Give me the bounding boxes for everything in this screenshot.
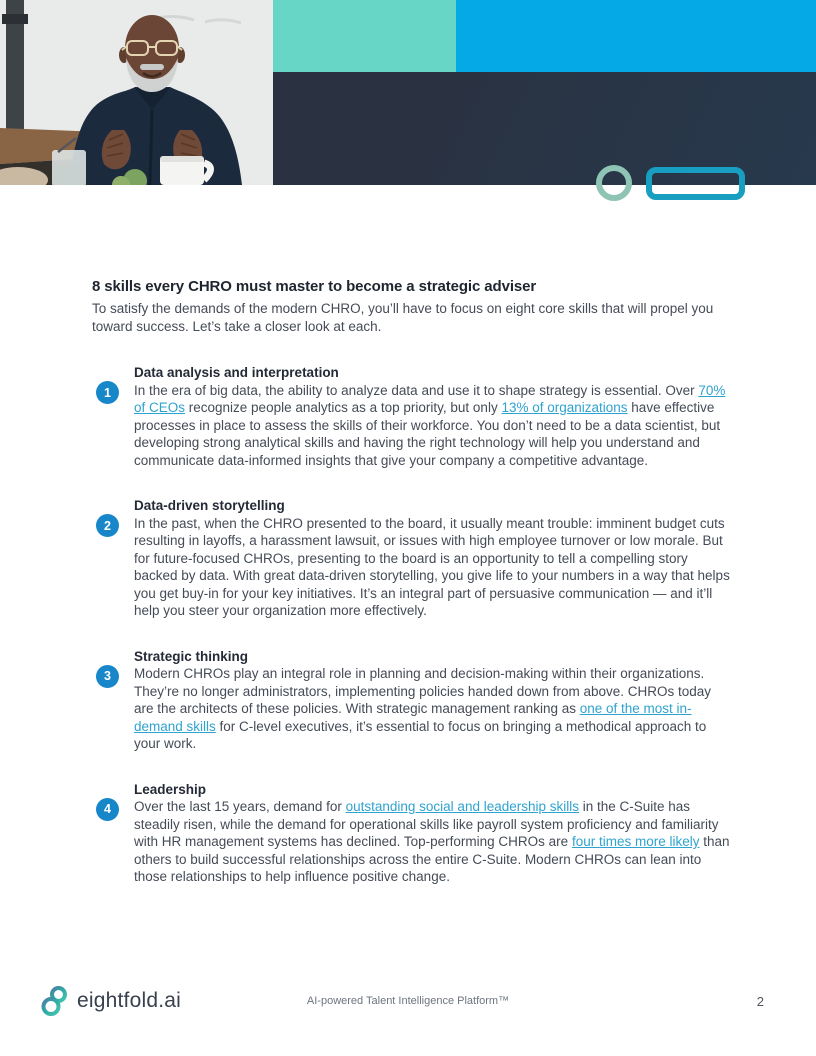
section-number-badge: 4: [96, 798, 119, 821]
body-text: In the era of big data, the ability to analyze data and use it to shape strategy is essential. Over: [134, 382, 699, 398]
body-text: for C-level executives, it’s essential to focus on bringing a methodical approach to your work.: [134, 718, 707, 751]
section-body: [134, 382, 734, 470]
inline-link[interactable]: four times more likely: [571, 834, 700, 849]
body-text: Modern CHROs play an integral role in planning and decision-making within their organizations. They’re no longer administrators, implementing policies handed down from above. CHROs today are the architects of these policies. With strategic management ranking as: [134, 666, 712, 716]
skill-section-4: [92, 781, 734, 886]
rounded-rect-decoration: [646, 167, 745, 200]
content-area: [92, 277, 734, 914]
footer-tagline: AI-powered Talent Intelligence Platform™: [306, 995, 510, 1007]
inline-link[interactable]: 13% of organizations: [501, 400, 628, 415]
page-number: 2: [756, 993, 764, 1009]
skill-section-2: [92, 497, 734, 620]
section-number-badge: 1: [96, 381, 119, 404]
section-body: [134, 515, 734, 620]
section-title: Leadership: [134, 781, 207, 797]
section-number-badge: 2: [96, 514, 119, 537]
teal-color-block: [273, 0, 456, 72]
header-banner: [0, 0, 816, 185]
body-text: than others to build successful relationships across the entire C-Suite. Modern CHROs can lean into those relationships to help influence positive change.: [134, 834, 730, 884]
body-text: in the C-Suite has steadily risen, while the demand for operational skills like payroll system proficiency and familiarity with HR management systems has declined. Top-performing CHROs are: [134, 799, 719, 849]
section-number-badge: 3: [96, 665, 119, 688]
inline-link[interactable]: outstanding social and leadership skills: [345, 799, 579, 814]
logo-wordmark: eightfold.ai: [77, 989, 181, 1012]
eightfold-infinity-icon: [40, 984, 70, 1018]
page-footer: [40, 983, 776, 1019]
inline-link[interactable]: one of the most in-demand skills: [134, 701, 692, 734]
eightfold-logo: [40, 984, 181, 1018]
intro-paragraph: To satisfy the demands of the modern CHRO, you’ll have to focus on eight core skills that will propel you toward success. Let’s take a closer look at each.: [92, 301, 714, 334]
blue-color-block: [456, 0, 816, 72]
body-text: In the past, when the CHRO presented to the board, it usually meant trouble: imminent budget cuts resulting in layoffs, a harassment lawsuit, or issues with high employee turnover or low morale. But for future-focused CHROs, presenting to the board is an opportunity to tell a compelling story backed by data. With great data-driven storytelling, you give life to your numbers in a way that helps you get buy-in for your key initiatives. It’s an integral part of persuasive communication — and it’ll help you steer your organization more effectively.: [134, 515, 730, 618]
body-text: recognize people analytics as a top priority, but only: [185, 400, 502, 415]
page-title: 8 skills every CHRO must master to become a strategic adviser: [92, 278, 537, 295]
skill-section-1: [92, 364, 734, 469]
body-text: Over the last 15 years, demand for: [134, 799, 346, 814]
skills-sections: [92, 364, 734, 886]
section-body: [134, 798, 734, 886]
section-title: Data-driven storytelling: [134, 498, 285, 513]
section-title: Data analysis and interpretation: [134, 365, 339, 380]
section-body: [134, 665, 734, 753]
circle-outline-decoration: [596, 165, 632, 201]
section-title: Strategic thinking: [134, 648, 249, 664]
meeting-photo: [0, 0, 273, 185]
body-text: have effective processes in place to assess the skills of their workforce. You don’t need to be a data scientist, but developing strong analytical skills and having the right technology will help you understand and communicate data-informed insights that give your company a competitive advantage.: [134, 400, 721, 468]
inline-link[interactable]: 70% of CEOs: [134, 382, 726, 415]
skill-section-3: [92, 648, 734, 753]
